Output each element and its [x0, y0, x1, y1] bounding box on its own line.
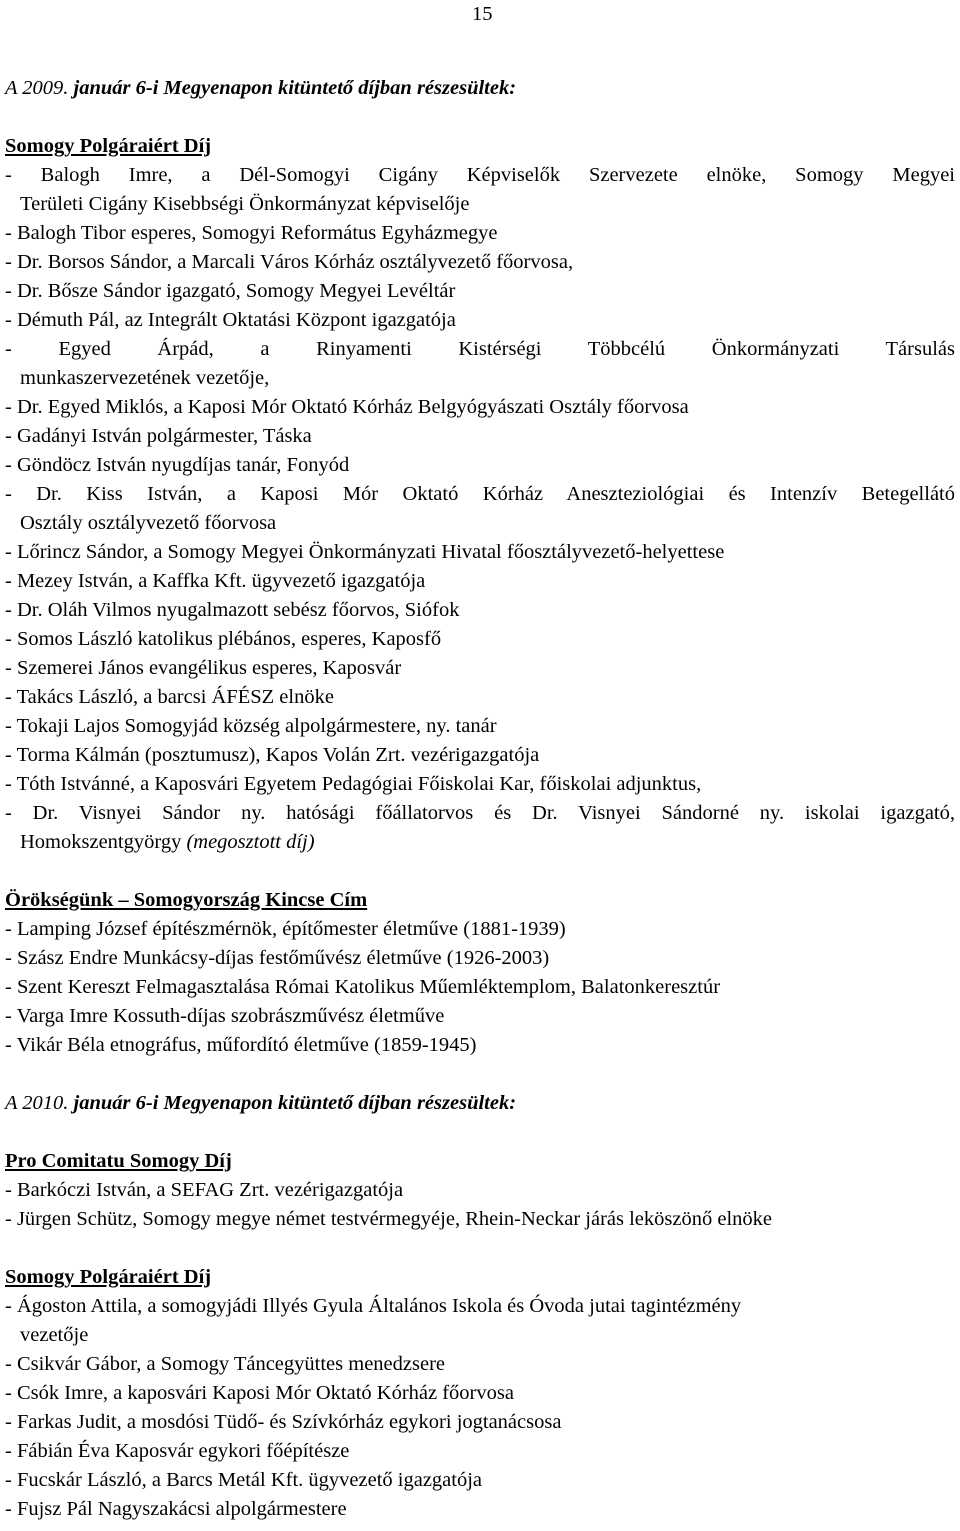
list-item: - Lamping József építészmérnök, építőmester életműve (1881-1939): [5, 918, 566, 940]
list-item: - Fábián Éva Kaposvár egykori főépítésze: [5, 1440, 350, 1462]
award-title-pro-comitatu: Pro Comitatu Somogy Díj: [5, 1150, 232, 1172]
shared-award-note: (megosztott díj): [186, 831, 315, 853]
list-item: - Jürgen Schütz, Somogy megye német testvérmegyéje, Rhein-Neckar járás leköszönő elnöke: [5, 1208, 772, 1230]
spacer: [5, 857, 955, 886]
list-item-text: Homokszentgyörgy: [20, 831, 187, 853]
list-item: - Fujsz Pál Nagyszakácsi alpolgármestere: [5, 1498, 347, 1520]
list-item: - Balogh Tibor esperes, Somogyi Református Egyházmegye: [5, 222, 498, 244]
list-item: - Dr. Oláh Vilmos nyugalmazott sebész főorvos, Siófok: [5, 599, 460, 621]
award-title-orokseg: Örökségünk – Somogyország Kincse Cím: [5, 889, 368, 911]
list-item-continuation: Osztály osztályvezető főorvosa: [20, 512, 277, 534]
list-item: - Dr. Visnyei Sándor ny. hatósági főállatorvos és Dr. Visnyei Sándorné ny. iskolai igazgató,: [5, 802, 955, 824]
page-number: 15: [472, 3, 493, 25]
list-item: - Tóth Istvánné, a Kaposvári Egyetem Pedagógiai Főiskolai Kar, főiskolai adjunktus,: [5, 773, 702, 795]
section-2010-heading: [5, 1089, 955, 1118]
list-item: - Csók Imre, a kaposvári Kaposi Mór Oktató Kórház főorvosa: [5, 1382, 514, 1404]
list-item: - Mezey István, a Kaffka Kft. ügyvezető igazgatója: [5, 570, 426, 592]
heading-text: január 6-i Megyenapon kitüntető díjban részesültek:: [68, 1092, 517, 1114]
award-title-somogy-polgaraiert-2009: Somogy Polgáraiért Díj: [5, 135, 212, 157]
list-item: - Ágoston Attila, a somogyjádi Illyés Gyula Általános Iskola és Óvoda jutai tagintézmény: [5, 1295, 742, 1317]
list-item: - Farkas Judit, a mosdósi Tüdő- és Szívkórház egykori jogtanácsosa: [5, 1411, 562, 1433]
list-item: - Dr. Kiss István, a Kaposi Mór Oktató Kórház Aneszteziológiai és Intenzív Betegellátó: [5, 483, 955, 505]
list-item: - Csikvár Gábor, a Somogy Táncegyüttes menedzsere: [5, 1353, 445, 1375]
list-item: - Lőrincz Sándor, a Somogy Megyei Önkormányzati Hivatal főosztályvezető-helyettese: [5, 541, 725, 563]
list-item: - Barkóczi István, a SEFAG Zrt. vezérigazgatója: [5, 1179, 404, 1201]
list-item: - Takács László, a barcsi ÁFÉSZ elnöke: [5, 686, 334, 708]
list-item: - Dr. Borsos Sándor, a Marcali Város Kórház osztályvezető főorvosa,: [5, 251, 574, 273]
list-item-continuation: [5, 828, 955, 857]
list-item: - Gadányi István polgármester, Táska: [5, 425, 312, 447]
document-body: [5, 74, 955, 1524]
list-item: - Szent Kereszt Felmagasztalása Római Katolikus Műemléktemplom, Balatonkeresztúr: [5, 976, 721, 998]
list-item: - Fucskár László, a Barcs Metál Kft. ügyvezető igazgatója: [5, 1469, 483, 1491]
spacer: [5, 1060, 955, 1089]
list-item: - Dr. Bősze Sándor igazgató, Somogy Megyei Levéltár: [5, 280, 456, 302]
list-item: - Balogh Imre, a Dél-Somogyi Cigány Képviselők Szervezete elnöke, Somogy Megyei: [5, 164, 955, 186]
section-2009-heading: [5, 74, 955, 103]
award-title-somogy-polgaraiert-2010: Somogy Polgáraiért Díj: [5, 1266, 212, 1288]
list-item: - Egyed Árpád, a Rinyamenti Kistérségi Többcélú Önkormányzati Társulás: [5, 338, 955, 360]
list-item-continuation: munkaszervezetének vezetője,: [20, 367, 270, 389]
list-item: - Vikár Béla etnográfus, műfordító életműve (1859-1945): [5, 1034, 477, 1056]
list-item: - Dr. Egyed Miklós, a Kaposi Mór Oktató Kórház Belgyógyászati Osztály főorvosa: [5, 396, 689, 418]
list-item: - Szász Endre Munkácsy-díjas festőművész életműve (1926-2003): [5, 947, 550, 969]
heading-text: január 6-i Megyenapon kitüntető díjban részesültek:: [68, 77, 517, 99]
list-item: - Somos László katolikus plébános, esperes, Kaposfő: [5, 628, 442, 650]
list-item: - Varga Imre Kossuth-díjas szobrászművész életműve: [5, 1005, 445, 1027]
list-item: - Démuth Pál, az Integrált Oktatási Központ igazgatója: [5, 309, 456, 331]
spacer: [5, 1234, 955, 1263]
heading-year: A 2009.: [5, 77, 69, 99]
list-item: - Szemerei János evangélikus esperes, Kaposvár: [5, 657, 402, 679]
list-item: - Göndöcz István nyugdíjas tanár, Fonyód: [5, 454, 350, 476]
list-item-continuation: vezetője: [20, 1324, 89, 1346]
list-item-continuation: Területi Cigány Kisebbségi Önkormányzat képviselője: [20, 193, 470, 215]
list-item: - Tokaji Lajos Somogyjád község alpolgármestere, ny. tanár: [5, 715, 497, 737]
spacer: [5, 103, 955, 132]
heading-year: A 2010.: [5, 1092, 69, 1114]
list-item: - Torma Kálmán (posztumusz), Kapos Volán Zrt. vezérigazgatója: [5, 744, 540, 766]
spacer: [5, 1118, 955, 1147]
